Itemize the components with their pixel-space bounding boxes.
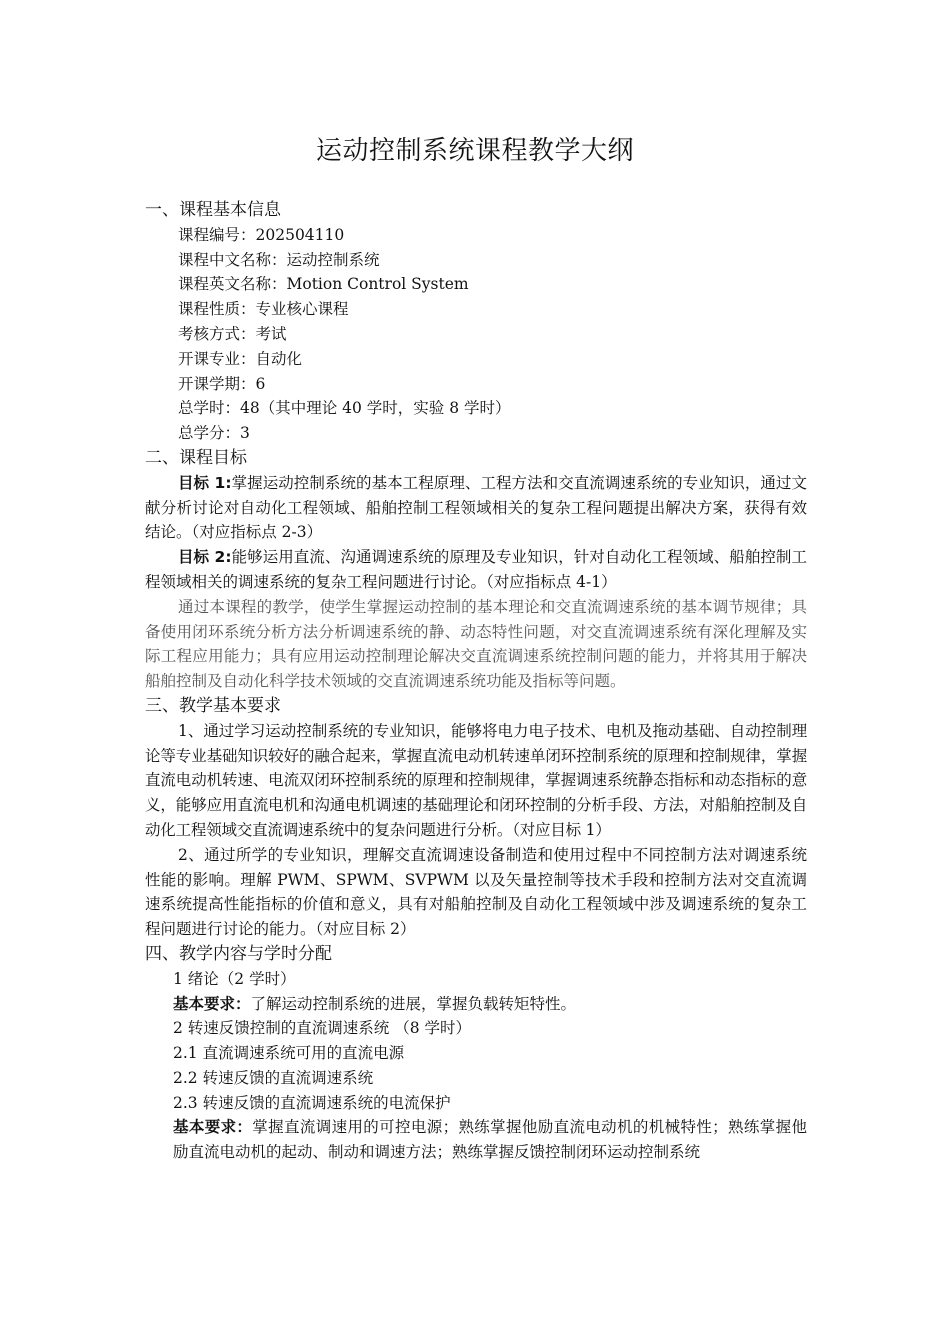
info-total-hours: 总学时：48（其中理论 40 学时，实验 8 学时）: [178, 399, 511, 418]
info-english-name: 课程英文名称：Motion Control System: [178, 275, 469, 294]
section-heading-goals: 二、课程目标: [145, 447, 247, 468]
goal-1-text: 掌握运动控制系统的基本工程原理、工程方法和交直流调速系统的专业知识，通过文献分析讨论对自动化工程领域、船舶控制工程领域相关的复杂工程问题提出解决方案，获得有效结论。（对应指标点 2-3）: [145, 473, 807, 542]
chapter-2-title: 2 转速反馈控制的直流调速系统 （8 学时）: [173, 1019, 472, 1038]
info-semester: 开课学期：6: [178, 374, 266, 393]
goal-1-label: 目标 1:: [178, 473, 232, 492]
goal-2-text: 能够运用直流、沟通调速系统的原理及专业知识，针对自动化工程领域、船舶控制工程领域相关的调速系统的复杂工程问题进行讨论。（对应指标点 4-1）: [145, 548, 807, 591]
requirement-2-paragraph: 2、通过所学的专业知识，理解交直流调速设备制造和使用过程中不同控制方法对调速系统性能的影响。理解 PWM、SPWM、SVPWM 以及矢量控制等技术手段和控制方法对交直流调速系统提高性能指标的价值和意义，具有对船舶控制及自动化工程领域中涉及调速系统的复杂工程问题进行讨论的能力。（对应目标 2）: [145, 845, 807, 939]
goal-2-label: 目标 2:: [178, 548, 232, 567]
chapter-2-requirement-text: 掌握直流调速用的可控电源；熟练掌握他励直流电动机的机械特性；熟练掌握他励直流电动机的起动、制动和调速方法；熟练掌握反馈控制闭环运动控制系统: [173, 1118, 807, 1162]
info-major: 开课专业：自动化: [178, 349, 303, 368]
chapter-1-title: 1 绪论（2 学时）: [173, 969, 296, 988]
goal-1-paragraph: [145, 471, 807, 545]
section-heading-basic-info: 一、课程基本信息: [145, 200, 281, 220]
info-chinese-name: 课程中文名称：运动控制系统: [178, 250, 380, 269]
goals-summary-paragraph: 通过本课程的教学，使学生掌握运动控制的基本理论和交直流调速系统的基本调节规律；具备使用闭环系统分析方法分析调速系统的静、动态特性问题，对交直流调速系统有深化理解及实际工程应用能力；具有应用运动控制理论解决交直流调速系统控制问题的能力，并将其用于解决船舶控制及自动化科学技术领域的交直流调速系统功能及指标等问题。: [145, 597, 807, 691]
chapter-2-requirement: [145, 1115, 807, 1165]
section-heading-requirements: 三、教学基本要求: [145, 695, 281, 716]
info-credits: 总学分：3: [178, 424, 250, 443]
goal-2-paragraph: [145, 545, 807, 595]
chapter-1-requirement-label: 基本要求：: [173, 994, 251, 1013]
chapter-1-requirement-text: 了解运动控制系统的进展，掌握负载转矩特性。: [250, 994, 577, 1013]
requirement-1-paragraph: 1、通过学习运动控制系统的专业知识，能够将电力电子技术、电机及拖动基础、自动控制理论等专业基础知识较好的融合起来，掌握直流电动机转速单闭环控制系统的原理和控制规律，掌握直流电动机转速、电流双闭环控制系统的原理和控制规律，掌握调速系统静态指标和动态指标的意义，能够应用直流电机和沟通电机调速的基础理论和闭环控制的分析手段、方法，对船舶控制及自动化工程领域交直流调速系统中的复杂问题进行分析。（对应目标 1）: [145, 721, 807, 839]
chapter-2-3-title: 2.3 转速反馈的直流调速系统的电流保护: [173, 1093, 451, 1112]
chapter-2-2-title: 2.2 转速反馈的直流调速系统: [173, 1068, 374, 1087]
section-heading-content-hours: 四、教学内容与学时分配: [145, 943, 332, 964]
info-course-code: 课程编号：202504110: [178, 225, 345, 244]
info-assessment: 考核方式：考试: [178, 324, 287, 343]
chapter-1-requirement: [145, 992, 807, 1017]
document-title: 运动控制系统课程教学大纲: [315, 136, 634, 166]
chapter-2-1-title: 2.1 直流调速系统可用的直流电源: [173, 1044, 405, 1063]
document-body: [145, 198, 807, 1165]
chapter-2-requirement-label: 基本要求：: [173, 1118, 253, 1137]
info-course-nature: 课程性质：专业核心课程: [178, 300, 349, 319]
